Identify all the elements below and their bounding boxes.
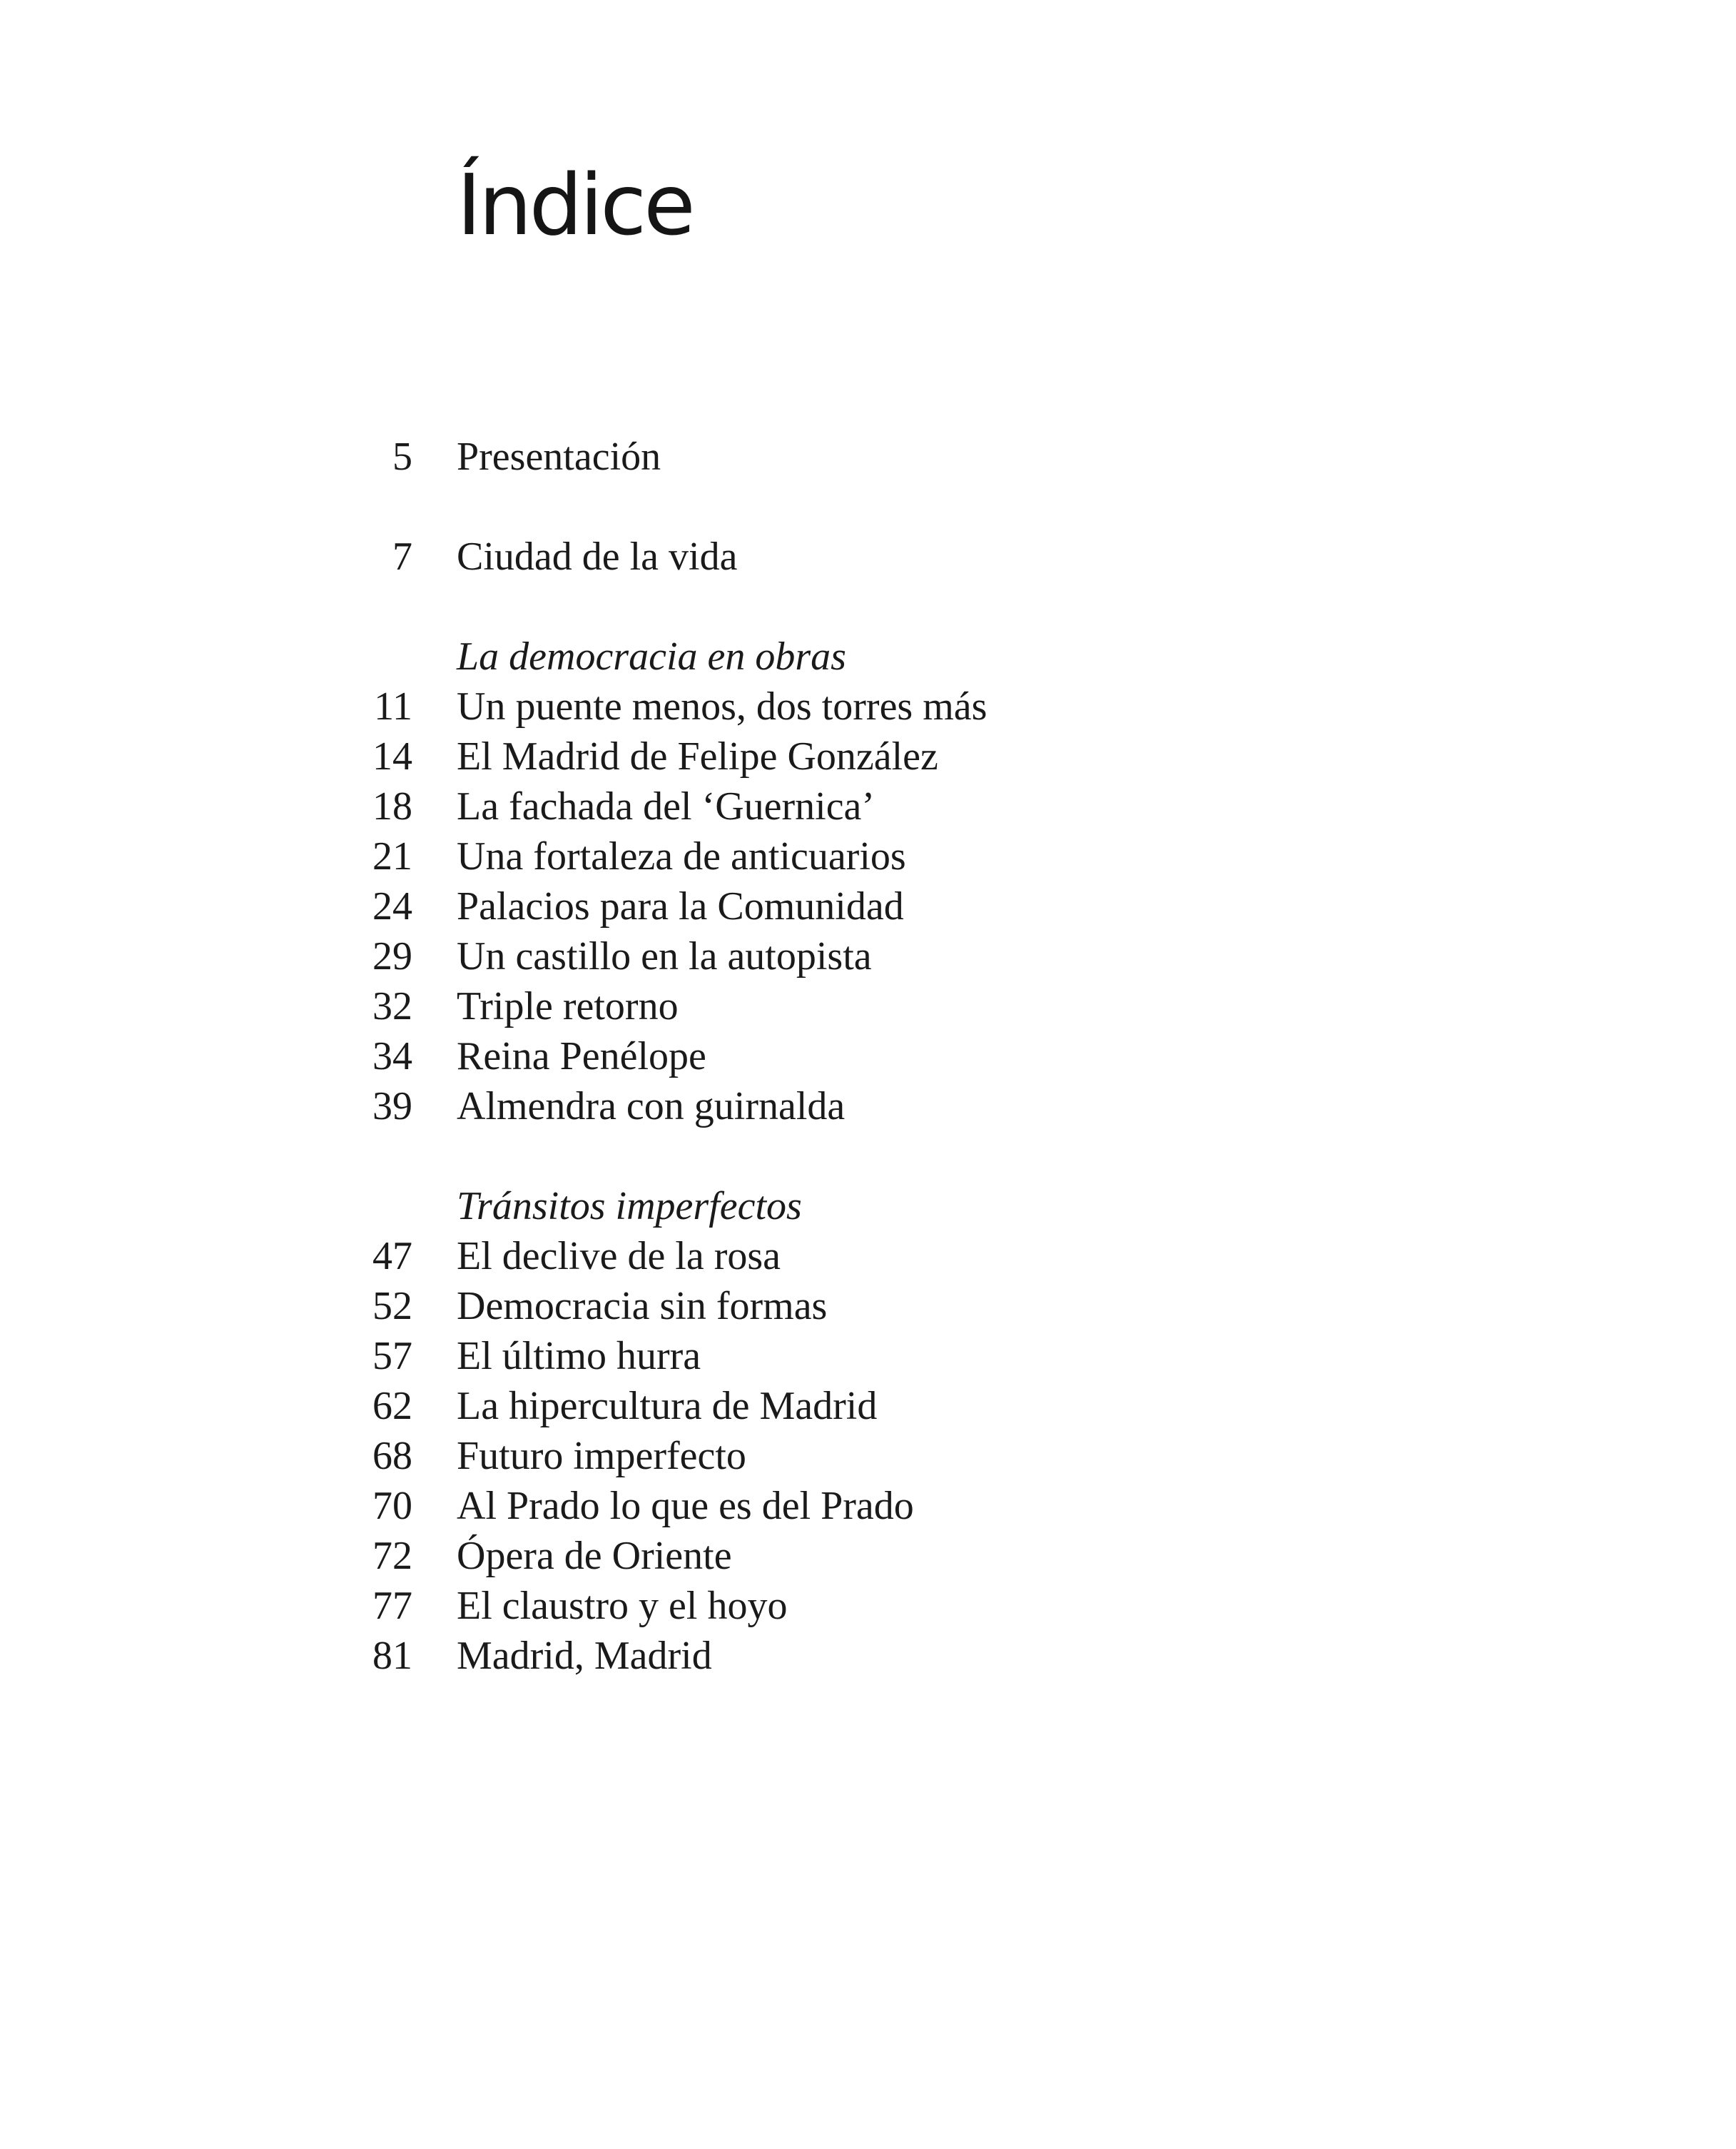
toc-page-number: 68 bbox=[372, 1434, 412, 1478]
toc-entry bbox=[0, 1636, 1736, 1686]
toc-entry-title: Presentación bbox=[457, 435, 661, 479]
toc-entry bbox=[0, 1436, 1736, 1486]
toc-entry-title: La fachada del ‘Guernica’ bbox=[457, 784, 875, 829]
toc-entry bbox=[0, 1086, 1736, 1136]
toc-entry bbox=[0, 1386, 1736, 1436]
toc-entry bbox=[0, 734, 1736, 787]
toc-page-number: 72 bbox=[372, 1534, 412, 1578]
toc-entry bbox=[0, 1036, 1736, 1086]
toc-section-heading bbox=[0, 1186, 1736, 1236]
toc-entry bbox=[0, 1286, 1736, 1336]
toc-entry bbox=[0, 1336, 1736, 1386]
toc-entry bbox=[0, 986, 1736, 1036]
toc-entry-title: Futuro imperfecto bbox=[457, 1434, 746, 1478]
toc-entry-title: Un puente menos, dos torres más bbox=[457, 684, 988, 729]
toc-page-number: 5 bbox=[392, 435, 412, 479]
toc-section-heading bbox=[0, 634, 1736, 687]
toc-entry-title: Al Prado lo que es del Prado bbox=[457, 1484, 914, 1528]
toc-page-number: 7 bbox=[392, 535, 412, 579]
toc-entry-title: Una fortaleza de anticuarios bbox=[457, 834, 906, 879]
toc-entry-title: El último hurra bbox=[457, 1334, 701, 1378]
toc-entry-title: Triple retorno bbox=[457, 984, 679, 1028]
toc-entry-title: Ciudad de la vida bbox=[457, 535, 738, 579]
toc-page-number: 21 bbox=[372, 834, 412, 879]
toc-page-number: 14 bbox=[372, 734, 412, 779]
toc-page-number: 34 bbox=[372, 1034, 412, 1078]
toc-entry-title: El Madrid de Felipe González bbox=[457, 734, 938, 779]
toc-entry-title: El declive de la rosa bbox=[457, 1234, 781, 1278]
toc-entry-title: El claustro y el hoyo bbox=[457, 1584, 788, 1628]
toc-page-number: 57 bbox=[372, 1334, 412, 1378]
toc-entry bbox=[0, 1236, 1736, 1286]
toc-page-number: 18 bbox=[372, 784, 412, 829]
toc-entry-title: Almendra con guirnalda bbox=[457, 1084, 846, 1128]
toc-entry bbox=[0, 537, 1736, 587]
toc-entry bbox=[0, 784, 1736, 836]
toc-page-number: 39 bbox=[372, 1084, 412, 1128]
toc-page-number: 24 bbox=[372, 884, 412, 929]
toc-entry-title: Reina Penélope bbox=[457, 1034, 706, 1078]
toc-page-number: 29 bbox=[372, 934, 412, 979]
toc-entry bbox=[0, 836, 1736, 886]
toc-entry bbox=[0, 886, 1736, 936]
page-title: Índice bbox=[457, 156, 693, 254]
toc-entry-title: Democracia sin formas bbox=[457, 1284, 828, 1328]
toc-page-number: 47 bbox=[372, 1234, 412, 1278]
toc-page-number: 62 bbox=[372, 1384, 412, 1428]
toc-section-title: La democracia en obras bbox=[457, 634, 846, 679]
toc-entry-title: Madrid, Madrid bbox=[457, 1634, 712, 1678]
toc-entry-title: Ópera de Oriente bbox=[457, 1534, 732, 1578]
toc-entry bbox=[0, 684, 1736, 737]
toc-page-number: 11 bbox=[374, 684, 412, 729]
toc-entry-title: La hipercultura de Madrid bbox=[457, 1384, 878, 1428]
toc-entry bbox=[0, 1586, 1736, 1636]
toc-page-number: 77 bbox=[372, 1584, 412, 1628]
toc-section-title: Tránsitos imperfectos bbox=[457, 1184, 802, 1228]
toc-entry-title: Palacios para la Comunidad bbox=[457, 884, 904, 929]
toc-entry bbox=[0, 1536, 1736, 1586]
toc-page-number: 81 bbox=[372, 1634, 412, 1678]
toc-entry bbox=[0, 437, 1736, 487]
toc-entry bbox=[0, 936, 1736, 986]
toc-page-number: 32 bbox=[372, 984, 412, 1028]
toc-page-number: 70 bbox=[372, 1484, 412, 1528]
toc-entry-title: Un castillo en la autopista bbox=[457, 934, 872, 979]
toc-entry bbox=[0, 1486, 1736, 1536]
toc-page-number: 52 bbox=[372, 1284, 412, 1328]
